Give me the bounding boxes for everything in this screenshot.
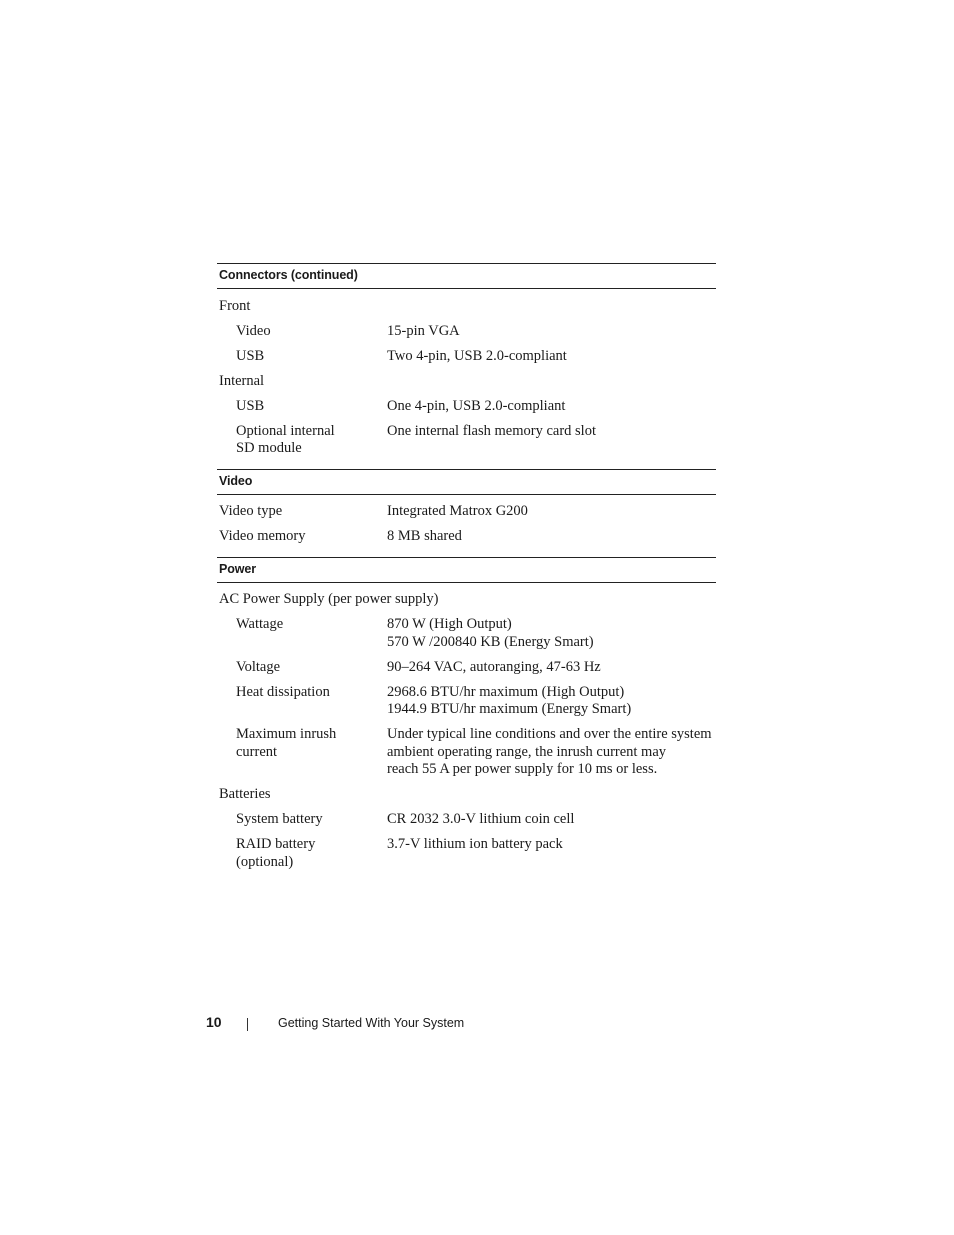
section-header: Video <box>217 469 716 495</box>
label-line: USB <box>236 397 265 414</box>
section-power <box>217 557 716 872</box>
value-line: Two 4-pin, USB 2.0-compliant <box>387 347 567 364</box>
value-line: Under typical line conditions and over the entire system <box>387 726 712 742</box>
group-heading <box>217 298 716 316</box>
spec-row <box>217 811 716 829</box>
spec-row <box>217 684 716 719</box>
group-heading-row <box>217 373 716 391</box>
group-heading-row <box>217 786 716 804</box>
spec-value <box>387 503 716 521</box>
section-rows <box>217 495 716 546</box>
spec-label <box>217 616 387 651</box>
spec-label <box>217 811 387 829</box>
label-line: AC Power Supply (per power supply) <box>219 591 439 607</box>
spec-label <box>217 398 387 416</box>
value-line: 3.7-V lithium ion battery pack <box>387 836 563 852</box>
spec-label <box>217 836 387 871</box>
spec-row <box>217 323 716 341</box>
page-number: 10 <box>206 1014 222 1030</box>
group-heading-row <box>217 298 716 316</box>
spec-value <box>387 684 716 719</box>
label-line: USB <box>236 347 265 364</box>
group-heading-row <box>217 591 716 609</box>
label-line: Voltage <box>236 658 281 675</box>
value-line: 90–264 VAC, autoranging, 47-63 Hz <box>387 658 601 675</box>
spec-label <box>217 348 387 366</box>
footer-separator <box>247 1018 248 1031</box>
value-line: 870 W (High Output) <box>387 616 512 632</box>
label-line: Video type <box>219 503 283 519</box>
footer-document-title: Getting Started With Your System <box>278 1016 465 1030</box>
label-line: System battery <box>236 811 323 827</box>
label-line: Batteries <box>219 786 271 802</box>
value-line: 2968.6 BTU/hr maximum (High Output) <box>387 683 625 700</box>
label-line: SD module <box>236 440 302 456</box>
group-heading <box>217 373 716 391</box>
value-line: Integrated Matrox G200 <box>387 503 528 519</box>
page-footer <box>206 1014 506 1034</box>
value-line: CR 2032 3.0-V lithium coin cell <box>387 811 575 827</box>
value-line: One 4-pin, USB 2.0-compliant <box>387 397 566 414</box>
spec-value <box>387 323 716 341</box>
spec-label <box>217 528 387 546</box>
label-line: Heat dissipation <box>236 683 330 700</box>
section-header: Power <box>217 557 716 583</box>
label-line: Wattage <box>236 616 284 632</box>
spec-value <box>387 616 716 651</box>
group-heading <box>217 591 716 609</box>
spec-value <box>387 528 716 546</box>
label-line: Video memory <box>219 528 306 544</box>
spec-value <box>387 423 716 458</box>
label-line: Maximum inrush <box>236 726 337 742</box>
label-line: current <box>236 743 278 760</box>
spec-row <box>217 528 716 546</box>
spec-value <box>387 659 716 677</box>
value-line: 1944.9 BTU/hr maximum (Energy Smart) <box>387 701 632 717</box>
spec-row <box>217 348 716 366</box>
label-line: Internal <box>219 372 265 389</box>
spec-label <box>217 423 387 458</box>
spec-label <box>217 659 387 677</box>
value-line: 15-pin VGA <box>387 322 460 339</box>
spec-value <box>387 811 716 829</box>
section-connectors-continued <box>217 263 716 458</box>
value-line: reach 55 A per power supply for 10 ms or less. <box>387 761 658 777</box>
section-rows <box>217 583 716 872</box>
spec-row <box>217 726 716 779</box>
spec-row <box>217 659 716 677</box>
group-heading <box>217 786 716 804</box>
spec-value <box>387 348 716 366</box>
spec-value <box>387 398 716 416</box>
section-video <box>217 469 716 546</box>
spec-row <box>217 423 716 458</box>
spec-row <box>217 616 716 651</box>
section-header: Connectors (continued) <box>217 263 716 289</box>
spec-value <box>387 836 716 871</box>
spec-row <box>217 503 716 521</box>
spec-label <box>217 323 387 341</box>
spec-label <box>217 503 387 521</box>
label-line: RAID battery <box>236 836 316 852</box>
section-rows <box>217 289 716 458</box>
specifications-table <box>217 263 716 871</box>
label-line: (optional) <box>236 853 294 870</box>
spec-label <box>217 684 387 719</box>
spec-row <box>217 398 716 416</box>
label-line: Video <box>236 322 271 339</box>
value-line: ambient operating range, the inrush current may <box>387 743 667 760</box>
label-line: Optional internal <box>236 422 335 439</box>
value-line: 570 W /200840 KB (Energy Smart) <box>387 633 594 650</box>
spec-label <box>217 726 387 779</box>
spec-value <box>387 726 716 779</box>
value-line: One internal flash memory card slot <box>387 422 596 439</box>
label-line: Front <box>219 297 251 314</box>
spec-row <box>217 836 716 871</box>
value-line: 8 MB shared <box>387 528 462 544</box>
